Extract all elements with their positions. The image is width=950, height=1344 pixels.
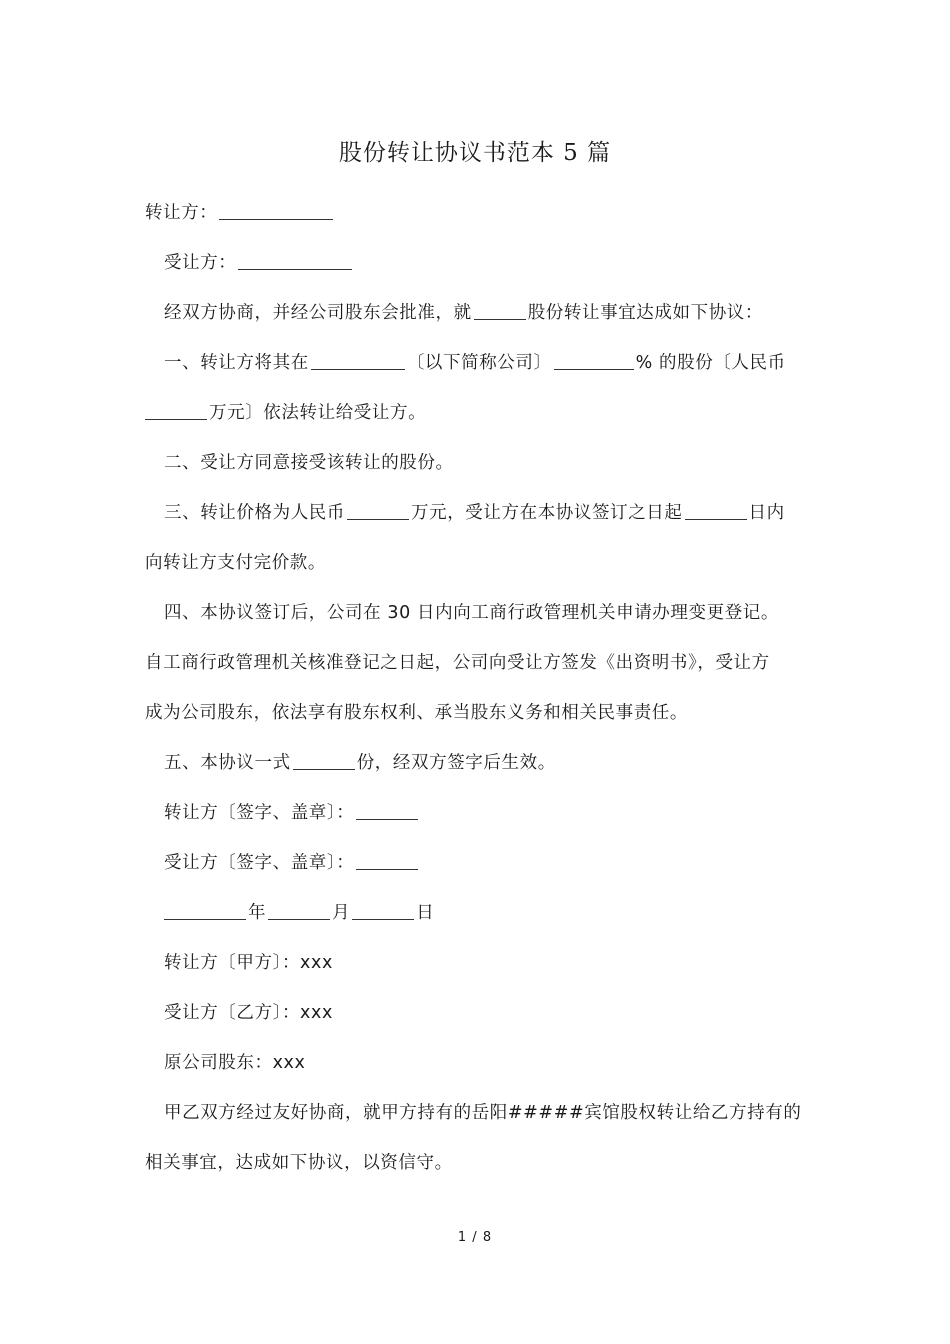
clause-4-cont-line-2: [145, 700, 688, 726]
party-a-line: [164, 950, 333, 976]
blank-field: [238, 253, 352, 270]
day-blank: [352, 903, 414, 920]
transferee-line: [164, 250, 354, 276]
text-segment: 月: [332, 903, 351, 923]
text-segment: 三、转让价格为人民币: [164, 503, 345, 523]
agreement-intro-line: [164, 1100, 801, 1126]
text-segment: 相关事宜，达成如下协议，以资信守。: [145, 1153, 453, 1173]
text-segment: 转让方〔甲方〕：xxx: [164, 953, 333, 973]
text-segment: 转让方：: [145, 203, 218, 223]
transferee-signature-line: [164, 850, 420, 876]
clause-3-line: [164, 500, 785, 526]
clause-1-cont-line: [145, 400, 426, 426]
text-segment: 日: [416, 903, 435, 923]
text-segment: 成为公司股东，依法享有股东权利、承当股东义务和相关民事责任。: [145, 703, 688, 723]
blank-field: [145, 403, 207, 420]
transferor-line: [145, 200, 335, 226]
text-segment: % 的股份〔人民币: [635, 353, 786, 373]
text-segment: 份，经双方签字后生效。: [356, 753, 556, 773]
text-segment: 二、受让方同意接受该转让的股份。: [164, 453, 454, 473]
page-indicator: 1 / 8: [457, 1230, 493, 1245]
transferor-signature-line: [164, 800, 420, 826]
document-title: 股份转让协议书范本 5 篇: [338, 140, 612, 166]
party-b-line: [164, 1000, 333, 1026]
text-segment: 受让方〔签字、盖章〕：: [164, 853, 355, 873]
text-segment: 经双方协商，并经公司股东会批准，就: [164, 303, 472, 323]
text-segment: 四、本协议签订后，公司在 30 日内向工商行政管理机关申请办理变更登记。: [164, 603, 779, 623]
text-segment: 〔以下简称公司〕: [406, 353, 552, 373]
text-segment: 年: [248, 903, 267, 923]
paragraph-line: [164, 300, 763, 326]
text-segment: 万元，受让方在本协议签订之日起: [411, 503, 683, 523]
clause-5-line: [164, 750, 556, 776]
text-segment: 向转让方支付完价款。: [145, 553, 326, 573]
text-segment: 五、本协议一式: [164, 753, 291, 773]
text-segment: 万元〕依法转让给受让方。: [209, 403, 427, 423]
original-shareholder-line: [164, 1050, 305, 1076]
blank-field: [293, 753, 355, 770]
text-segment: 自工商行政管理机关核准登记之日起，公司向受让方签发《出资明书》，受让方: [145, 653, 770, 673]
clause-2-line: [164, 450, 454, 476]
blank-field: [474, 303, 526, 320]
blank-field: [219, 203, 333, 220]
date-line: [164, 900, 434, 926]
clause-4-line: [164, 600, 779, 626]
text-segment: 原公司股东：xxx: [164, 1053, 306, 1073]
blank-field: [685, 503, 747, 520]
blank-field: [554, 353, 634, 370]
text-segment: 甲乙双方经过友好协商，就甲方持有的岳阳#####宾馆股权转让给乙方持有的: [164, 1103, 802, 1123]
text-segment: 受让方：: [164, 253, 237, 273]
text-segment: 一、转让方将其在: [164, 353, 309, 373]
clause-1-line: [164, 350, 786, 376]
signature-blank: [356, 853, 418, 870]
signature-blank: [356, 803, 418, 820]
blank-field: [347, 503, 409, 520]
clause-4-cont-line: [145, 650, 770, 676]
clause-3-cont-line: [145, 550, 326, 576]
month-blank: [268, 903, 330, 920]
text-segment: 受让方〔乙方〕：xxx: [164, 1003, 333, 1023]
text-segment: 股份转让事宜达成如下协议：: [527, 303, 764, 323]
text-segment: 转让方〔签字、盖章〕：: [164, 803, 355, 823]
blank-field: [311, 353, 405, 370]
year-blank: [164, 903, 246, 920]
agreement-intro-cont-line: [145, 1150, 453, 1176]
text-segment: 日内: [748, 503, 785, 523]
